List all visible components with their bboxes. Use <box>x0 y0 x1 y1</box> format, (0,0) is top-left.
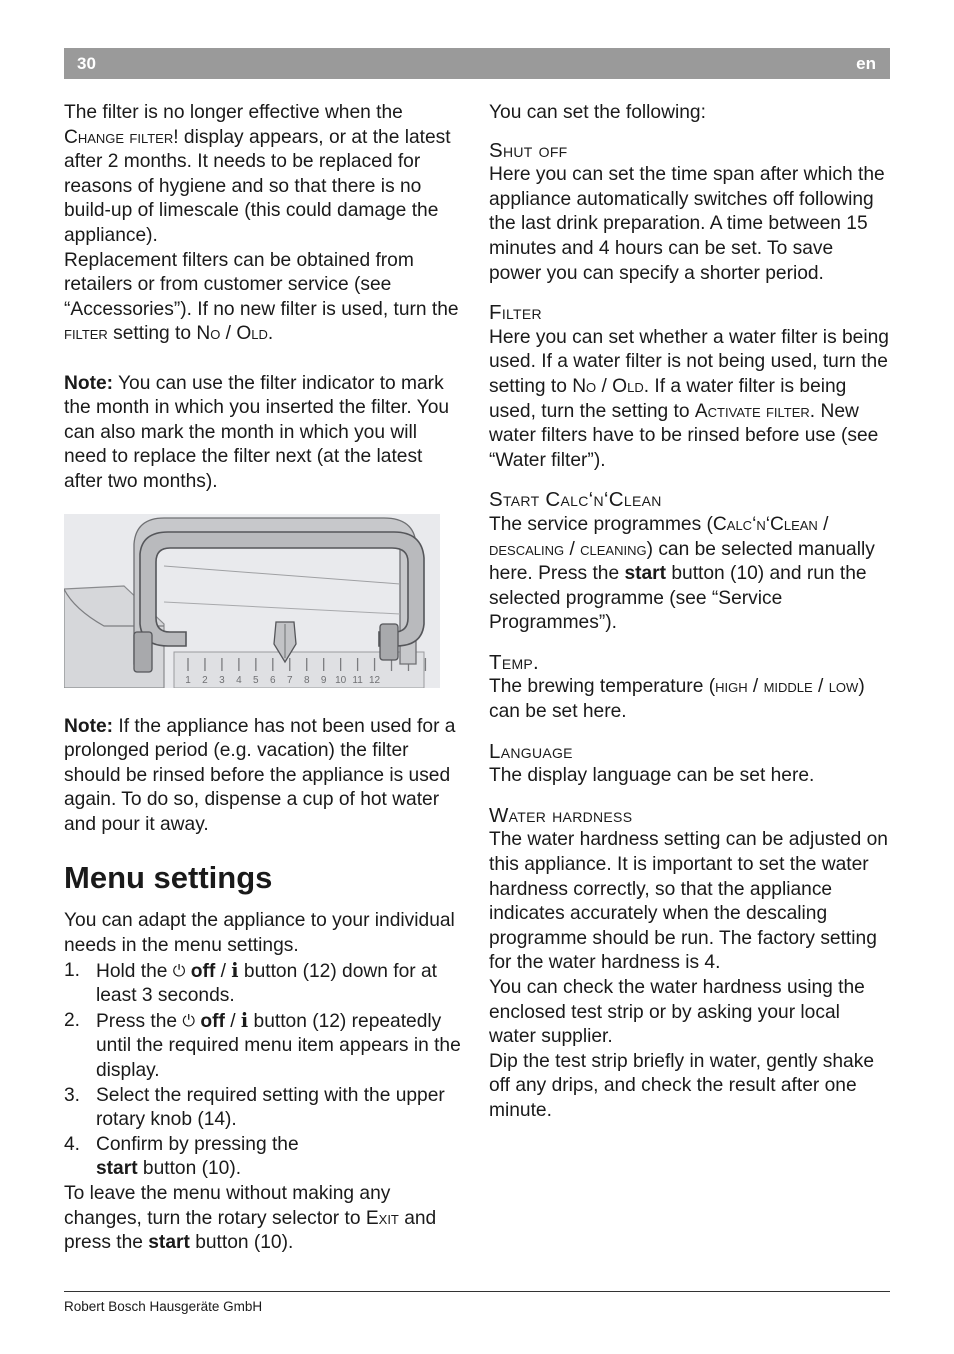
note-filter-indicator: Note: You can use the filter indicator to mark the month in which you inserted the filter. You can also mark the month in which you will need to replace the filter next (at the latest after two months). <box>64 372 450 492</box>
language-code: en <box>856 54 876 73</box>
power-icon: ⏻ <box>172 962 186 980</box>
heading-water-hardness: Water hardness <box>489 803 633 827</box>
shut-off-text: Here you can set the time span after which the appliance automatically switches off following the last drink preparation. A time between 15 minutes and 4 hours can be set. To save power you can specify a shorter period. <box>489 164 885 284</box>
right-column <box>489 101 889 1124</box>
heading-temp: Temp. <box>489 650 540 674</box>
month-label: 1 <box>185 674 191 686</box>
step-item: 4. Confirm by pressing the start button (10). <box>64 1133 299 1180</box>
filter-indicator-illustration <box>64 514 440 688</box>
filter-indicator-drawing <box>64 514 440 688</box>
calc-n-clean-text: The service programmes (Calc‘n‘Clean / descaling / cleaning) can be selected manually here. Press the start button (10) and run the selected programme (see “Service Programmes”). <box>489 513 875 634</box>
month-label: 10 <box>335 674 347 686</box>
menu-leave: To leave the menu without making any changes, turn the rotary selector to Exit and press the start button (10). <box>64 1183 437 1254</box>
water-hardness-text-2: You can check the water hardness using the enclosed test strip or by asking your local water supplier. <box>489 977 865 1048</box>
heading-calc-n-clean: Start Calc‘n‘Clean <box>489 488 662 512</box>
info-icon: i <box>231 958 239 982</box>
note-prolonged-nonuse: Note: If the appliance has not been used for a prolonged period (e.g. vacation) the filter should be rinsed before the appliance is used again. To do so, dispense a cup of hot water and pour it away. <box>64 715 456 835</box>
water-hardness-text-3: Dip the test strip briefly in water, gently shake off any drips, and check the result after one minute. <box>489 1050 874 1121</box>
month-label: 9 <box>320 674 327 686</box>
month-label: 12 <box>368 674 381 686</box>
month-label: 7 <box>286 674 293 686</box>
footer-divider <box>64 1291 890 1292</box>
month-label: 6 <box>270 674 276 686</box>
month-label: 5 <box>253 674 259 686</box>
month-label: 11 <box>352 674 363 686</box>
header-bar <box>64 48 890 79</box>
water-hardness-text-1: The water hardness setting can be adjusted on this appliance. It is important to set the water hardness correctly, so that the appliance indicates accurately when the descaling programme should be run. The factory setting for the water hardness is 4. <box>489 829 888 974</box>
step-item: 1. Hold the ⏻ off / i button (12) down for at least 3 seconds. <box>64 958 437 1007</box>
step-item: 2. Press the ⏻ off / i button (12) repeatedly until the required menu item appears in the display. <box>64 1008 461 1082</box>
heading-language: Language <box>489 739 573 763</box>
heading-filter: Filter <box>489 301 542 325</box>
temp-text: The brewing temperature (high / middle / low) can be set here. <box>489 676 865 723</box>
language-text: The display language can be set here. <box>489 765 815 787</box>
page-number: 30 <box>77 54 96 73</box>
heading-shut-off: Shut off <box>489 138 568 162</box>
info-icon: i <box>240 1008 249 1032</box>
month-label: 2 <box>202 674 208 686</box>
month-label: 3 <box>219 674 225 686</box>
filter-paragraph: The filter is no longer effective when the Change filter! display appears, or at the latest after 2 months. It needs to be replaced for reasons of hygiene and so that there is no build-up of limescale (this could damage the appliance). Replacement filters can be obtained from retailers or from customer service (see “Accessories”). If no new filter is used, turn the filter setting to No / Old. <box>64 102 459 345</box>
filter-text: Here you can set whether a water filter is being used. If a water filter is not being used, turn the setting to No / Old. If a water filter is being used, turn the setting to Activate filter. New water filters have to be rinsed before use (see “Water filter”). <box>489 326 889 471</box>
settings-intro: You can set the following: <box>489 102 706 123</box>
month-label: 4 <box>236 674 242 686</box>
month-label: 8 <box>303 674 310 686</box>
footer-company: Robert Bosch Hausgeräte GmbH <box>64 1299 263 1314</box>
menu-steps <box>64 959 464 1182</box>
step-item: 3. Select the required setting with the upper rotary knob (14). <box>64 1084 445 1131</box>
power-icon: ⏻ <box>182 1012 196 1030</box>
section-title-menu-settings: Menu settings <box>64 860 273 896</box>
left-column <box>64 101 464 1256</box>
menu-intro: You can adapt the appliance to your individual needs in the menu settings. <box>64 910 455 957</box>
